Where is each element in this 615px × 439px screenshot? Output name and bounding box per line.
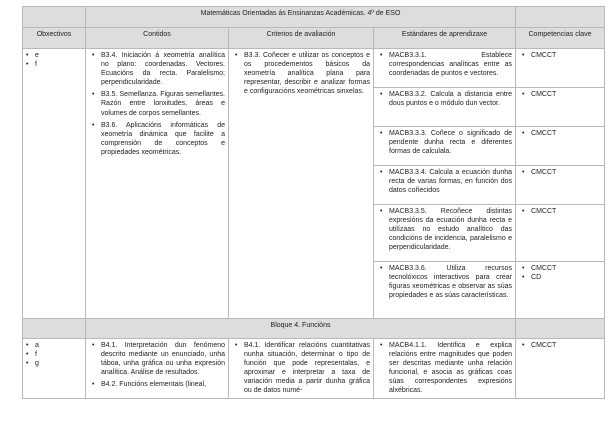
standard-cell [374,127,516,166]
competency-item: • CMCCT [531,264,601,273]
block3-contents [86,49,229,319]
standard-cell [374,262,516,319]
criterion-item: • B4.1. Identificar relacións cuantitativas nunha situación, determinar o tipo de función que pode representalas, e aproximar e interpretar a taxa de variación media a partir dunha gráfica ou de datos numé- [244,341,370,396]
competency-cell [516,88,605,127]
col-header-objectives: Obxectivos [23,28,86,49]
col-header-contents: Contidos [86,28,229,49]
standard-cell [374,205,516,262]
standard-cell [374,88,516,127]
block4-heading-row [23,319,605,339]
block3-criteria [229,49,374,319]
objective-item: • f [35,60,82,69]
standard-item: • MACB4.1.1. Identifica e explica relacións entre magnitudes que poden ser descritas mediante unha relación funcional, e asocia as gráficas coas súas correspondentes expresións alxébricas. [389,341,512,396]
competency-item: • CD [531,273,601,282]
objective-item: • g [35,359,82,368]
standard-cell [374,49,516,88]
standard-cell [374,166,516,205]
competency-cell [516,127,605,166]
block3-row [23,49,605,88]
objective-item: • e [35,51,82,60]
objective-item: • a [35,341,82,350]
criterion-item: • B3.3. Coñecer e utilizar os conceptos e os procedementos básicos da xeometría analítica plana para representar, describir e analizar formas e configuracións xeométricas sinxelas. [244,51,370,96]
competency-item: • CMCCT [531,341,601,350]
column-header-row [23,28,605,49]
competency-item: • CMCCT [531,51,601,60]
competency-item: • CMCCT [531,129,601,138]
competency-item: • CMCCT [531,90,601,99]
competency-cell [516,205,605,262]
block4-heading-blank [23,319,86,339]
title-blank-cell [23,7,86,28]
standard-item: • MACB3.3.3. Coñece o significado de pendente dunha recta e diferentes formas de calculala. [389,129,512,156]
competency-cell [516,166,605,205]
col-header-criteria: Criterios de avaliación [229,28,374,49]
col-header-standards: Estándares de aprendizaxe [374,28,516,49]
block3-objectives [23,49,86,319]
standard-item: • MACB3.3.4. Calcula a ecuación dunha recta de varias formas, en función dos datos coñecidos [389,168,512,195]
col-header-competencies: Competencias clave [516,28,605,49]
competency-cell [516,339,605,399]
content-item: • B3.4. Iniciación á xeometría analítica no plano: coordenadas. Vectores. Ecuacións da recta. Paralelismo; perpendicularidade. [101,51,225,87]
standard-item: • MACB3.3.6. Utiliza recursos tecnolóxicos interactivos para crear figuras xeométricas e observar as súas propiedades e as súas características. [389,264,512,300]
title-row [23,7,605,28]
block4-heading: Bloque 4. Funcións [86,319,516,339]
block4-contents [86,339,229,399]
content-item: • B4.2. Funcións elementais (lineal, [101,380,225,389]
competency-cell [516,49,605,88]
block4-criteria [229,339,374,399]
block4-row [23,339,605,399]
block4-heading-blank-right [516,319,605,339]
competency-cell [516,262,605,319]
title-blank-cell-right [516,7,605,28]
standard-item: • MACB3.3.1. Establece correspondencias analíticas entre as coordenadas de puntos e vectores. [389,51,512,78]
table-title: Matemáticas Orientadas ás Ensinanzas Académicas. 4º de ESO [86,7,516,28]
competency-item: • CMCCT [531,168,601,177]
block4-objectives [23,339,86,399]
content-item: • B3.6. Aplicacións informáticas de xeometría dinámica que facilite a comprensión de conceptos e propiedades xeométricas. [101,121,225,157]
standard-item: • MACB3.3.2. Calcula a distancia entre dous puntos e o módulo dun vector. [389,90,512,108]
content-item: • B4.1. Interpretación dun fenómeno descrito mediante un enunciado, unha táboa, unha gráfica ou unha expresión analítica. Análise de resultados. [101,341,225,377]
standard-item: • MACB3.3.5. Recoñece distintas expresións da ecuación dunha recta e utilízaas no estudo analítico das condicións de incidencia, paralelismo e perpendicularidade. [389,207,512,252]
curriculum-table [22,6,605,399]
standard-cell [374,339,516,399]
objective-item: • f [35,350,82,359]
competency-item: • CMCCT [531,207,601,216]
content-item: • B3.5. Semellanza. Figuras semellantes. Razón entre lonxitudes, áreas e volumes de corpos semellantes. [101,90,225,117]
